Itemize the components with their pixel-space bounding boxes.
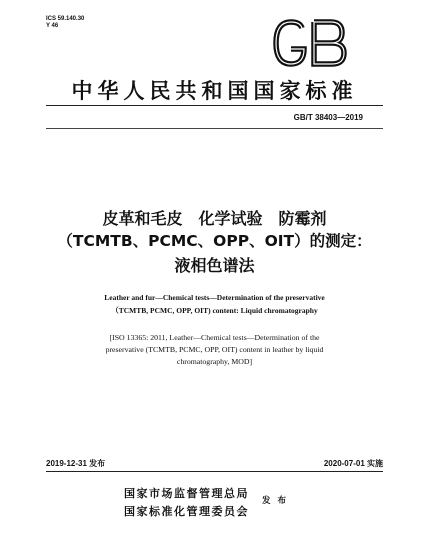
iso-reference-line-2: preservative (TCMTB, PCMC, OPP, OIT) content in leather by liquid bbox=[105, 345, 324, 354]
national-standard-title: 中华人民共和国国家标准 bbox=[71, 78, 358, 103]
gb-logo-icon bbox=[270, 16, 350, 70]
implementation-date: 2020-07-01 实施 bbox=[323, 459, 383, 468]
issuer-line-1: 国家市场监督管理总局 bbox=[124, 487, 249, 500]
chinese-title-line-1: 皮革和毛皮 化学试验 防霉剂 bbox=[102, 209, 327, 228]
ccs-code: Y 46 bbox=[46, 23, 59, 29]
gb-logo bbox=[270, 16, 350, 70]
publish-label: 发 布 bbox=[262, 496, 288, 506]
divider bbox=[46, 471, 383, 472]
english-title-line-1: Leather and fur—Chemical tests—Determination of the preservative bbox=[104, 293, 325, 302]
english-title-line-2: （TCMTB, PCMC, OPP, OIT) content: Liquid chromatography bbox=[111, 306, 318, 315]
chinese-title-line-2: （TCMTB、PCMC、OPP、OIT）的测定： bbox=[57, 232, 372, 250]
classification-codes bbox=[46, 16, 84, 30]
issuer-line-2: 国家标准化管理委员会 bbox=[124, 505, 249, 518]
issue-date: 2019-12-31 发布 bbox=[46, 459, 106, 468]
chinese-title-line-3: 液相色谱法 bbox=[174, 256, 255, 275]
divider bbox=[46, 128, 383, 129]
iso-reference-line-1: [ISO 13365: 2011, Leather—Chemical tests—Determination of the bbox=[109, 333, 320, 342]
iso-reference-line-3: chromatography, MOD] bbox=[176, 357, 253, 366]
divider bbox=[46, 105, 383, 106]
ics-code: ICS 59.140.30 bbox=[46, 16, 85, 22]
standard-number: GB/T 38403—2019 bbox=[293, 113, 363, 122]
